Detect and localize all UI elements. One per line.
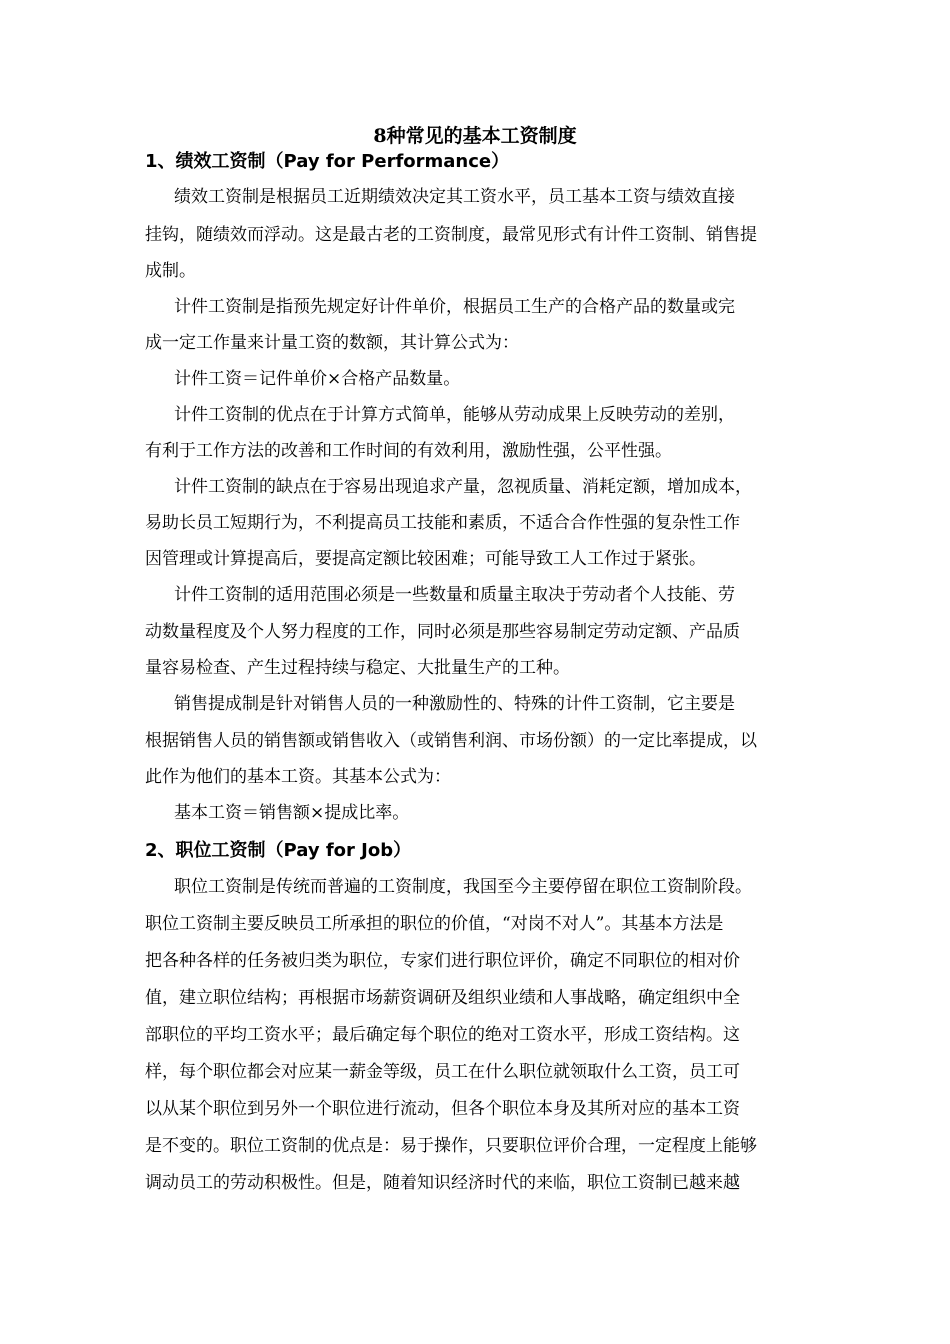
paragraph-line: 以从某个职位到另外一个职位进行流动，但各个职位本身及其所对应的基本工资 bbox=[145, 1099, 740, 1119]
section-heading-pay-for-job: 2、职位工资制（Pay for Job） bbox=[145, 840, 412, 861]
paragraph-line: 销售提成制是针对销售人员的一种激励性的、特殊的计件工资制，它主要是 bbox=[174, 694, 735, 714]
paragraph-line: 调动员工的劳动积极性。但是，随着知识经济时代的来临，职位工资制已越来越 bbox=[145, 1173, 740, 1193]
paragraph-line: 职位工资制主要反映员工所承担的职位的价值，“对岗不对人”。其基本方法是 bbox=[145, 914, 724, 934]
formula-line: 计件工资＝记件单价×合格产品数量。 bbox=[174, 369, 461, 389]
paragraph-line: 挂钩，随绩效而浮动。这是最古老的工资制度，最常见形式有计件工资制、销售提 bbox=[145, 225, 757, 245]
formula-line: 基本工资＝销售额×提成比率。 bbox=[174, 803, 410, 823]
paragraph-line: 有利于工作方法的改善和工作时间的有效利用，激励性强，公平性强。 bbox=[145, 441, 672, 461]
paragraph-line: 计件工资制的缺点在于容易出现追求产量，忽视质量、消耗定额，增加成本， bbox=[174, 477, 752, 497]
paragraph-line: 计件工资制的优点在于计算方式简单，能够从劳动成果上反映劳动的差别， bbox=[174, 405, 735, 425]
paragraph-line: 把各种各样的任务被归类为职位，专家们进行职位评价，确定不同职位的相对价 bbox=[145, 951, 740, 971]
paragraph-line: 计件工资制的适用范围必须是一些数量和质量主取决于劳动者个人技能、劳 bbox=[174, 585, 735, 605]
paragraph-line: 是不变的。职位工资制的优点是：易于操作，只要职位评价合理，一定程度上能够 bbox=[145, 1136, 757, 1156]
paragraph-line: 部职位的平均工资水平；最后确定每个职位的绝对工资水平，形成工资结构。这 bbox=[145, 1025, 740, 1045]
paragraph-line: 量容易检查、产生过程持续与稳定、大批量生产的工种。 bbox=[145, 658, 570, 678]
paragraph-line: 动数量程度及个人努力程度的工作，同时必须是那些容易制定劳动定额、产品质 bbox=[145, 622, 740, 642]
paragraph-line: 职位工资制是传统而普遍的工资制度，我国至今主要停留在职位工资制阶段。 bbox=[174, 877, 752, 897]
paragraph-line: 根据销售人员的销售额或销售收入（或销售利润、市场份额）的一定比率提成，以 bbox=[145, 731, 757, 751]
paragraph-line: 此作为他们的基本工资。其基本公式为： bbox=[145, 767, 451, 787]
paragraph-line: 样，每个职位都会对应某一薪金等级，员工在什么职位就领取什么工资，员工可 bbox=[145, 1062, 740, 1082]
paragraph-line: 计件工资制是指预先规定好计件单价，根据员工生产的合格产品的数量或完 bbox=[174, 297, 735, 317]
paragraph-line: 值，建立职位结构；再根据市场薪资调研及组织业绩和人事战略，确定组织中全 bbox=[145, 988, 740, 1008]
paragraph-line: 成一定工作量来计量工资的数额，其计算公式为： bbox=[145, 333, 519, 353]
paragraph-line: 易助长员工短期行为，不利提高员工技能和素质，不适合合作性强的复杂性工作 bbox=[145, 513, 740, 533]
paragraph-line: 绩效工资制是根据员工近期绩效决定其工资水平，员工基本工资与绩效直接 bbox=[174, 187, 735, 207]
section-heading-pay-for-performance: 1、绩效工资制（Pay for Performance） bbox=[145, 151, 510, 172]
paragraph-line: 成制。 bbox=[145, 261, 196, 281]
paragraph-line: 因管理或计算提高后，要提高定额比较困难；可能导致工人工作过于紧张。 bbox=[145, 549, 706, 569]
document-title: 8种常见的基本工资制度 bbox=[373, 125, 577, 147]
